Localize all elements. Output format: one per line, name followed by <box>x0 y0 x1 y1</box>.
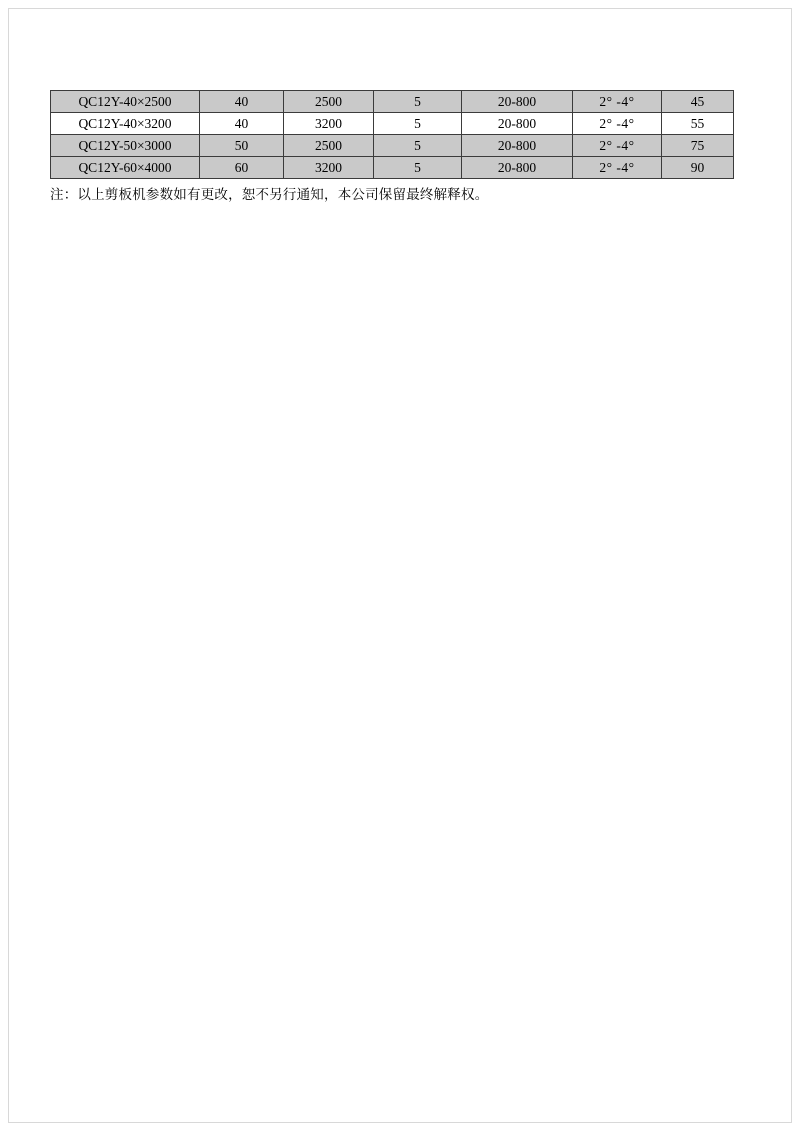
cell-power: 55 <box>662 113 734 135</box>
cell-back-gauge: 20-800 <box>462 113 573 135</box>
cell-shear-angle: 2° -4° <box>573 113 662 135</box>
table-body <box>51 91 734 179</box>
cell-width: 2500 <box>284 91 374 113</box>
table-row <box>51 91 734 113</box>
table-row <box>51 157 734 179</box>
cell-back-gauge: 20-800 <box>462 157 573 179</box>
cell-back-gauge: 20-800 <box>462 91 573 113</box>
cell-strokes: 5 <box>374 91 462 113</box>
cell-thickness: 40 <box>200 113 284 135</box>
table-row <box>51 135 734 157</box>
cell-model: QC12Y-40×2500 <box>51 91 200 113</box>
shearing-machine-spec-table <box>50 90 734 179</box>
cell-strokes: 5 <box>374 113 462 135</box>
cell-power: 75 <box>662 135 734 157</box>
cell-strokes: 5 <box>374 135 462 157</box>
cell-width: 3200 <box>284 157 374 179</box>
cell-model: QC12Y-60×4000 <box>51 157 200 179</box>
table-note: 注：以上剪板机参数如有更改，恕不另行通知，本公司保留最终解释权。 <box>50 187 489 202</box>
cell-model: QC12Y-40×3200 <box>51 113 200 135</box>
cell-model: QC12Y-50×3000 <box>51 135 200 157</box>
cell-thickness: 50 <box>200 135 284 157</box>
cell-power: 45 <box>662 91 734 113</box>
cell-shear-angle: 2° -4° <box>573 157 662 179</box>
cell-width: 3200 <box>284 113 374 135</box>
cell-shear-angle: 2° -4° <box>573 91 662 113</box>
cell-thickness: 40 <box>200 91 284 113</box>
document-content <box>50 90 726 205</box>
table-row <box>51 113 734 135</box>
cell-width: 2500 <box>284 135 374 157</box>
cell-back-gauge: 20-800 <box>462 135 573 157</box>
cell-thickness: 60 <box>200 157 284 179</box>
cell-strokes: 5 <box>374 157 462 179</box>
cell-shear-angle: 2° -4° <box>573 135 662 157</box>
cell-power: 90 <box>662 157 734 179</box>
